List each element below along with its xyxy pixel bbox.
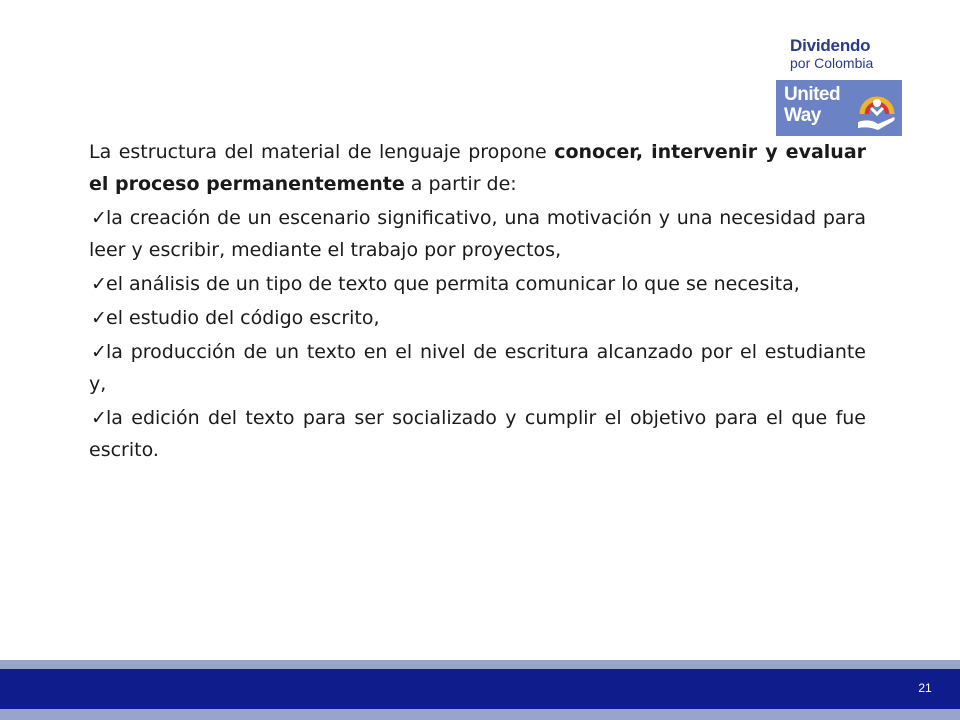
list-item [89, 202, 866, 266]
checkmark-icon: ✓ [91, 273, 107, 295]
footer-trim-bottom [0, 709, 960, 720]
footer-band [0, 669, 960, 709]
uw-line2: Way [784, 105, 821, 126]
list-item [89, 302, 866, 334]
logo-subtitle: por Colombia [790, 55, 874, 71]
list-item [89, 268, 866, 300]
checkmark-icon: ✓ [91, 407, 107, 429]
checkmark-icon: ✓ [91, 207, 107, 229]
logo-title: Dividendo [790, 36, 871, 55]
list-item-text: el análisis de un tipo de texto que permita comunicar lo que se necesita, [106, 273, 800, 295]
list-item-text: la producción de un texto en el nivel de escritura alcanzado por el estudiante y, [89, 341, 866, 395]
intro-bold: conocer, intervenir y evaluar el proceso permanentemente [89, 141, 867, 195]
footer-trim-top [0, 660, 960, 669]
intro-paragraph [89, 136, 866, 200]
page-number: 21 [918, 681, 932, 695]
united-way-wordmark [784, 84, 840, 126]
checkmark-icon: ✓ [91, 307, 107, 329]
main-content [89, 136, 866, 468]
uw-line1: United [784, 84, 841, 105]
united-way-logo [776, 80, 902, 136]
list-item-text: el estudio del código escrito, [106, 307, 380, 329]
list-item-text: la edición del texto para ser socializado y cumplir el objetivo para el que fue escrito. [89, 407, 866, 461]
list-item [89, 336, 866, 400]
intro-lead: La estructura del material de lenguaje propone [89, 141, 555, 163]
list-item [89, 402, 866, 466]
checkmark-icon: ✓ [91, 341, 107, 363]
logo [776, 30, 902, 138]
united-way-hand-icon [856, 84, 898, 132]
dividendo-logo [776, 30, 902, 74]
intro-tail: a partir de: [404, 173, 517, 195]
list-item-text: la creación de un escenario significativo, una motivación y una necesidad para leer y escribir, mediante el trabajo por proyectos, [89, 207, 866, 261]
